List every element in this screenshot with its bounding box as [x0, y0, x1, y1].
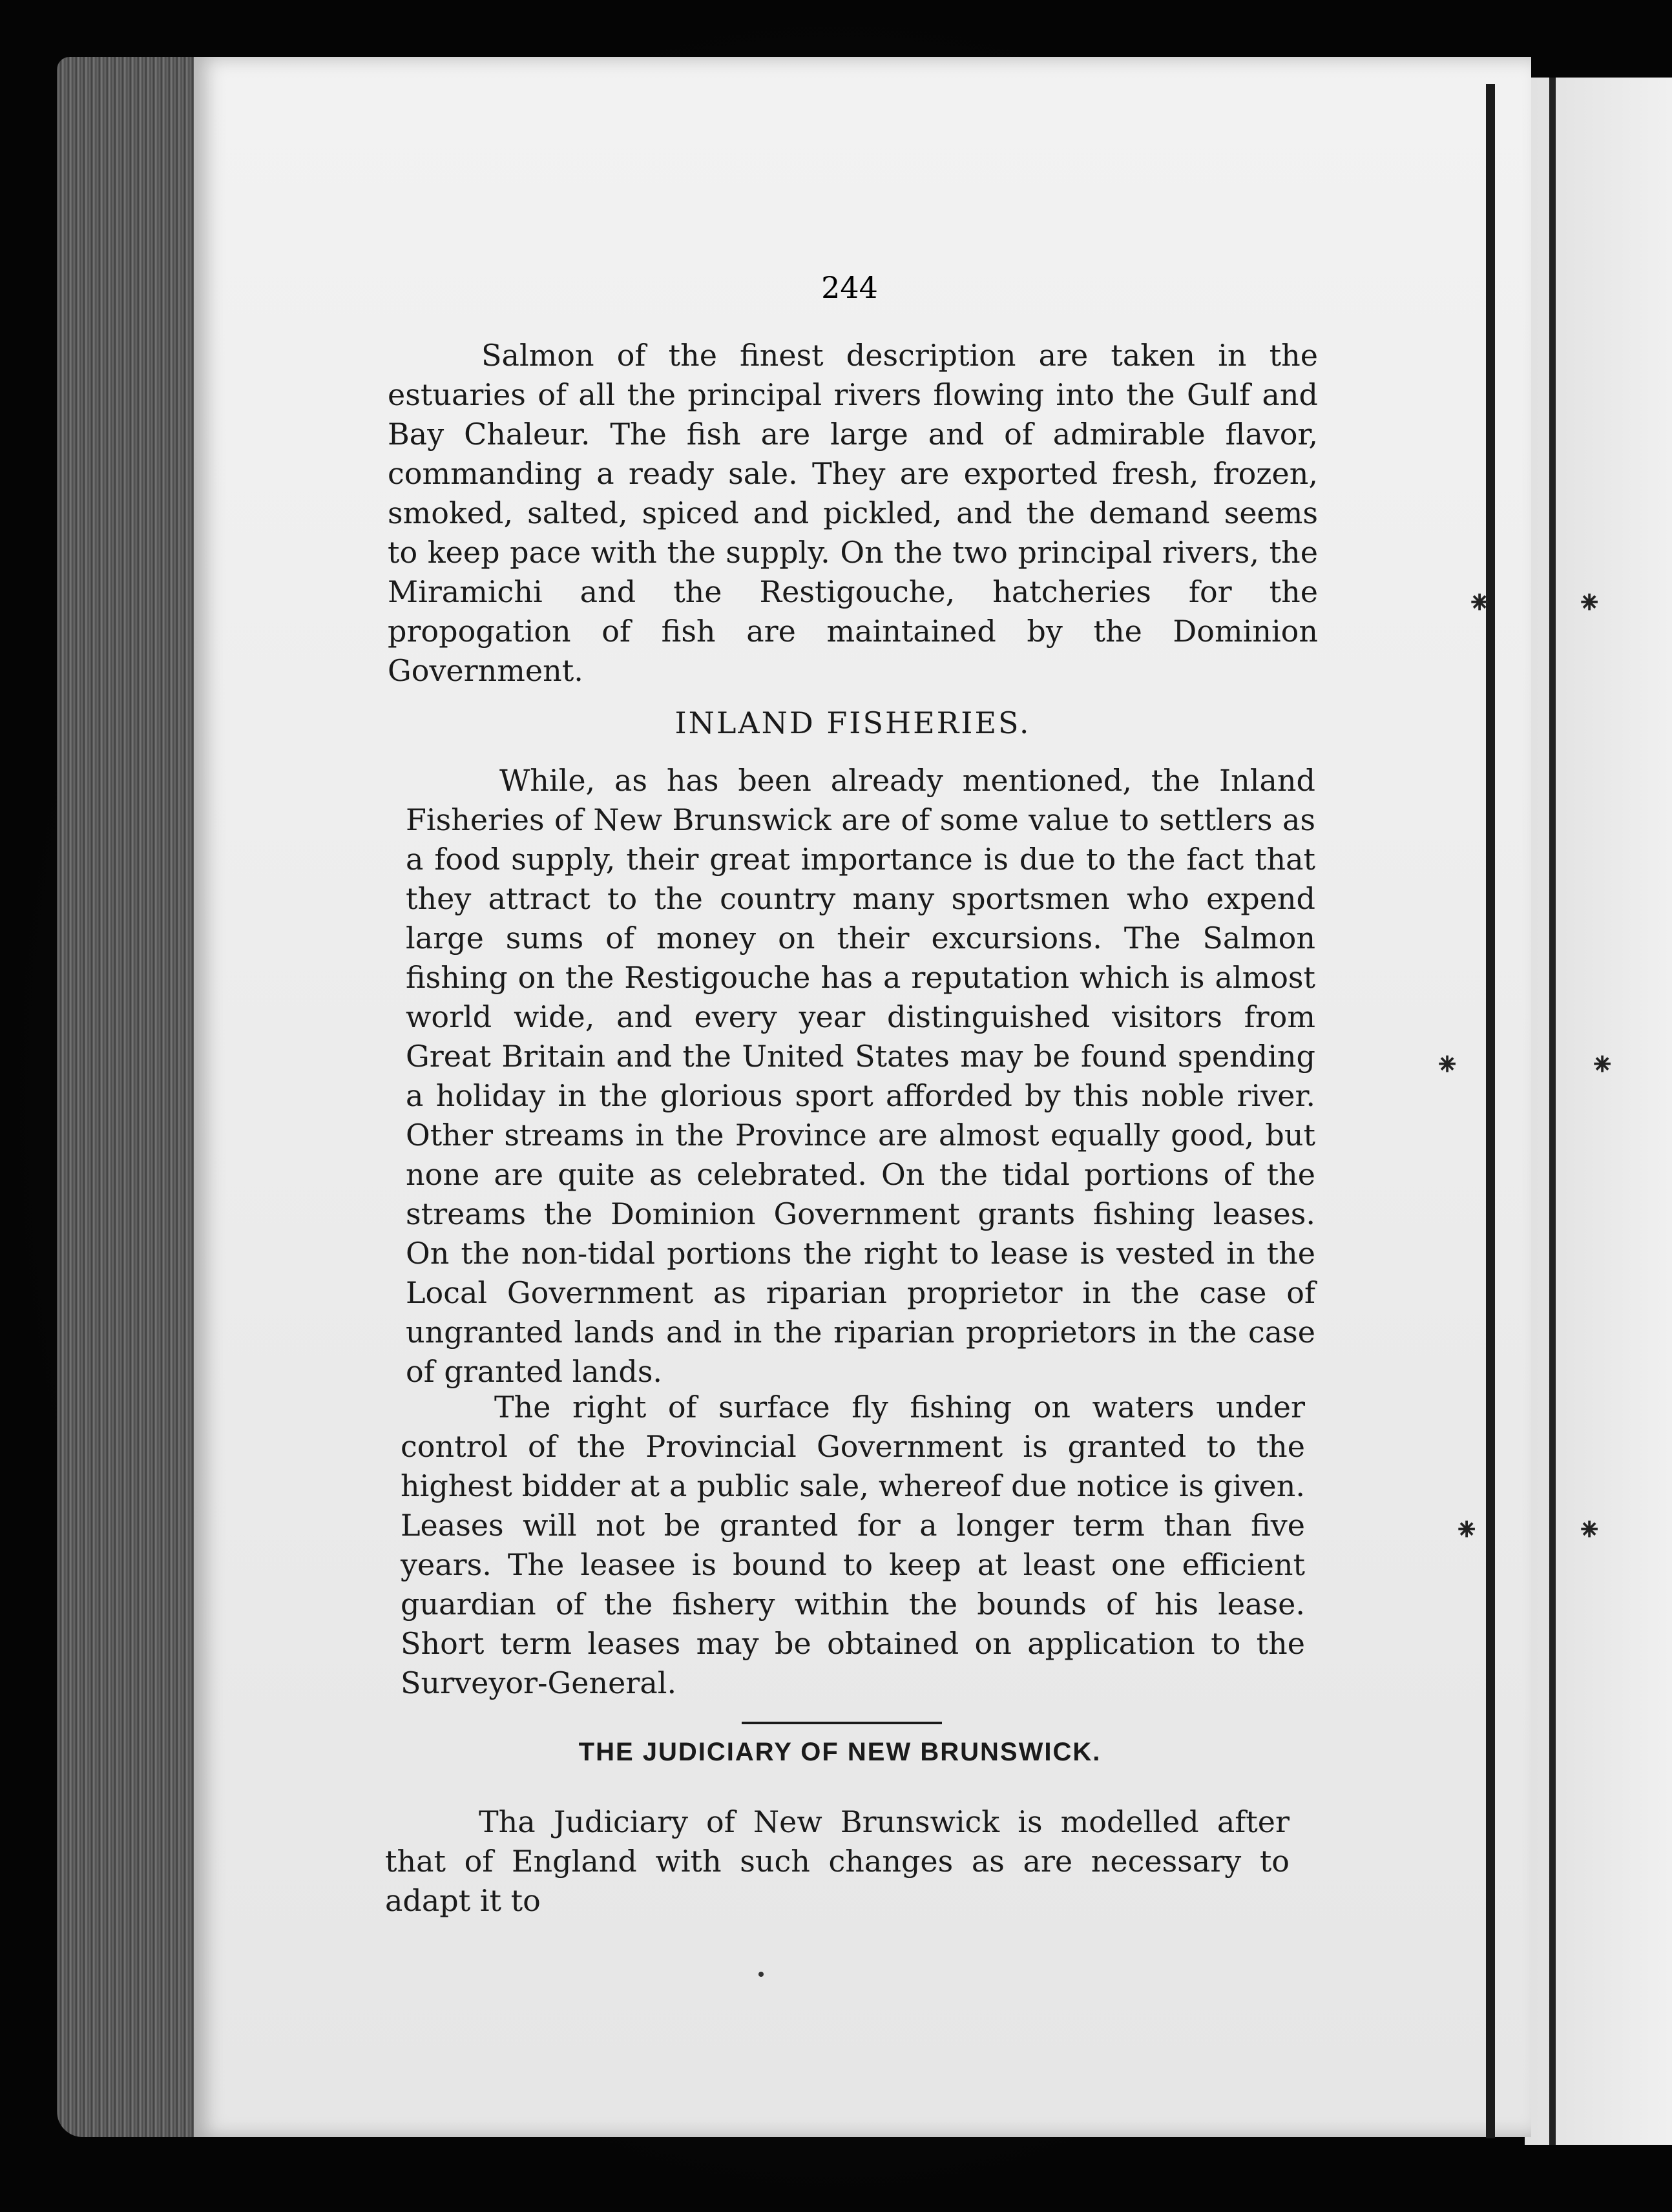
page-gutter [1486, 84, 1495, 2138]
margin-mark: ⁕ [1576, 1512, 1603, 1548]
paragraph-judiciary: Tha Judiciary of New Brunswick is modelled after that of England with such changes as are necessary to adapt it to [385, 1804, 1290, 1918]
adjacent-page-gutter [1549, 78, 1556, 2145]
paragraph-inland-fisheries: While, as has been already mentioned, the Inland Fisheries of New Brunswick are of some value to settlers as a food supply, their great importance is due to the fact that they attract to the country many sportsmen who expend large sums of money on their excursions. The Salmon fishing on the Restigouche has a reputation which is almost world wide, and every year distinguished visitors from Great Britain and the United States may be found spending a holiday in the glorious sport afforded by this noble river. Other streams in the Province are almost equally good, but none are quite as celebrated. On the tidal portions of the streams the Dominion Government grants fishing leases. On the non-tidal portions the right to lease is vested in the Local Government as riparian proprietor in the case of ungranted lands and in the riparian proprietors in the case of granted lands. [406, 763, 1315, 1389]
margin-mark: ⁕ [1467, 585, 1493, 621]
paragraph-fly-fishing: The right of surface fly fishing on waters under control of the Provincial Government is granted to the highest bidder at a public sale, whereof due notice is given. Leases will not be granted for a longer term than five years. The leasee is bound to keep at least one efficient guardian of the fishery within the bounds of his lease. Short term leases may be obtained on application to the Surveyor-General. [401, 1390, 1305, 1700]
heading-inland-fisheries: INLAND FISHERIES. [674, 705, 1031, 740]
ink-speck [758, 1972, 764, 1977]
page-edge-stack [57, 57, 207, 2137]
margin-mark: ⁕ [1454, 1512, 1480, 1548]
section-divider [742, 1722, 942, 1724]
paragraph-salmon: Salmon of the finest description are taken in the estuaries of all the principal rivers flowing into the Gulf and Bay Chaleur. The fish are large and of admirable flavor, commanding a ready sale. They are exported fresh, frozen, smoked, salted, spiced and pickled, and the demand seems to keep pace with the supply. On the two principal rivers, the Miramichi and the Restigouche, hatcheries for the propogation of fish are maintained by the Dominion Government. [388, 338, 1318, 688]
margin-mark: ⁕ [1576, 585, 1603, 621]
margin-mark: ⁕ [1434, 1047, 1461, 1083]
margin-mark: ⁕ [1589, 1047, 1616, 1083]
page-number: 244 [821, 270, 878, 305]
adjacent-page [1525, 78, 1672, 2145]
heading-judiciary: THE JUDICIARY OF NEW BRUNSWICK. [578, 1738, 1102, 1766]
